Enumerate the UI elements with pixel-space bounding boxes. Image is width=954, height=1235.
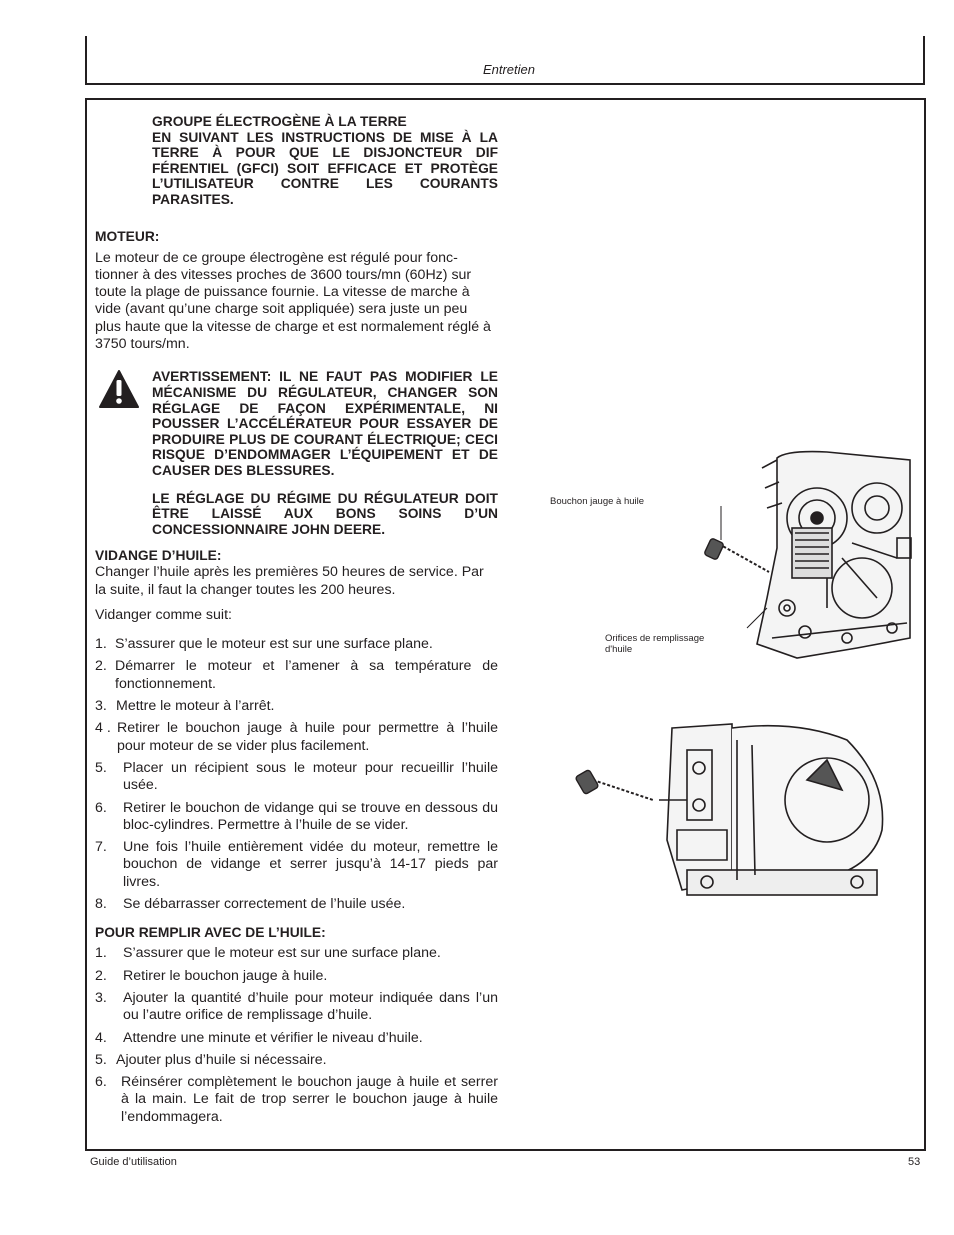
moteur-body: Le moteur de ce groupe électrogène est régulé pour fonc-tionner à des vitesses proches de 3600 tours/mn (60Hz) sur toute la plage de puissance fournie. La vitesse de marche à vide (avant qu’une charge soit appliquée) sera juste un peu plus haute que la vitesse de charge et est normalement réglé à 3750 tours/mn. (95, 249, 491, 353)
gfci-note-body: EN SUIVANT LES INSTRUCTIONS DE MISE À LA TERRE À POUR QUE LE DISJONCTEUR DIF FÉRENTIEL (GFCI) SOIT EFFICACE ET PROTÈGE L’UTILISATEUR CONTRE LES COURANTS PARASITES. (152, 129, 498, 207)
list-item: 8. Se débarrasser correctement de l’huile usée. (95, 896, 406, 913)
list-item: 6. Retirer le bouchon de vidange qui se trouve en dessous du bloc-cylindres. Permettre à l’huile de se vider. (95, 799, 498, 833)
list-item: 1. S’assurer que le moteur est sur une surface plane. (95, 945, 441, 962)
page-number: 53 (908, 1156, 921, 1168)
remplir-steps (95, 945, 498, 1126)
list-item: 3. Mettre le moteur à l’arrêt. (95, 698, 275, 715)
list-item: 5. Ajouter plus d’huile si nécessaire. (95, 1051, 327, 1068)
warning-triangle-icon (98, 369, 140, 409)
gfci-note (152, 114, 498, 208)
list-item: 6. Réinsérer complètement le bouchon jauge à huile et serrer à la main. Le fait de trop serrer le bouchon jauge à huile l’endommagera. (95, 1074, 498, 1125)
warning-block (95, 369, 498, 537)
text-column (95, 114, 498, 1126)
vidange-heading: VIDANGE D’HUILE: (95, 548, 222, 564)
label-fill-ports-line2: d'huile (605, 644, 633, 655)
list-item: 4. Attendre une minute et vérifier le niveau d’huile. (95, 1029, 423, 1046)
label-dipstick: Bouchon jauge à huile (550, 496, 645, 507)
list-item: 4 . Retirer le bouchon jauge à huile pour permettre à l’huile pour moteur de se vider plus facilement. (95, 720, 498, 754)
engine-figure-dipstick (557, 720, 897, 900)
section-title: Entretien (482, 62, 535, 77)
list-item: 2. Démarrer le moteur et l’amener à sa température de fonctionnement. (95, 658, 498, 692)
moteur-heading: MOTEUR: (95, 228, 160, 244)
warning-text-dealer: LE RÉGLAGE DU RÉGIME DU RÉGULATEUR DOIT ÊTRE LAISSÉ AUX BONS SOINS D’UN CONCESSIONNAIRE JOHN DEERE. (152, 490, 498, 537)
label-fill-ports (605, 633, 704, 655)
list-item: 5. Placer un récipient sous le moteur pour recueillir l’huile usée. (95, 759, 498, 794)
list-item: 2. Retirer le bouchon jauge à huile. (95, 967, 328, 984)
vidange-steps (95, 636, 498, 913)
list-item: 7. Une fois l’huile entièrement vidée du moteur, remettre le bouchon de vidange et serrer jusqu’à 14-17 pieds par livres. (95, 839, 498, 890)
gfci-note-title: GROUPE ÉLECTROGÈNE À LA TERRE (152, 114, 407, 129)
warning-text: AVERTISSEMENT: IL NE FAUT PAS MODIFIER LE MÉCANISME DU RÉGULATEUR, CHANGER SON RÉGLAGE DE FAÇON EXPÉRIMENTALE, NI POUSSER L’ACCÉLÉRATEUR POUR ESSAYER DE PRODUIRE PLUS DE COURANT ÉLECTRIQUE; CECI RISQUE D’ENDOMMAGER L’ÉQUIPEMENT ET DE CAUSER DES BLESSURES. (152, 369, 498, 478)
label-fill-ports-line1: Orifices de remplissage (605, 633, 705, 644)
content-frame (85, 98, 926, 1151)
list-item: 3. Ajouter la quantité d’huile pour moteur indiquée dans l’un ou l’autre orifice de remplissage d’huile. (95, 989, 498, 1024)
remplir-heading: POUR REMPLIR AVEC DE L’HUILE: (95, 925, 326, 941)
vidange-intro2: Vidanger comme suit: (95, 606, 232, 623)
header-frame (85, 36, 925, 85)
list-item: 1. S’assurer que le moteur est sur une surface plane. (95, 636, 433, 653)
vidange-intro: Changer l’huile après les premières 50 heures de service. Par la suite, il faut la changer toutes les 200 heures. (95, 564, 484, 598)
footer-title: Guide d’utilisation (90, 1156, 177, 1168)
